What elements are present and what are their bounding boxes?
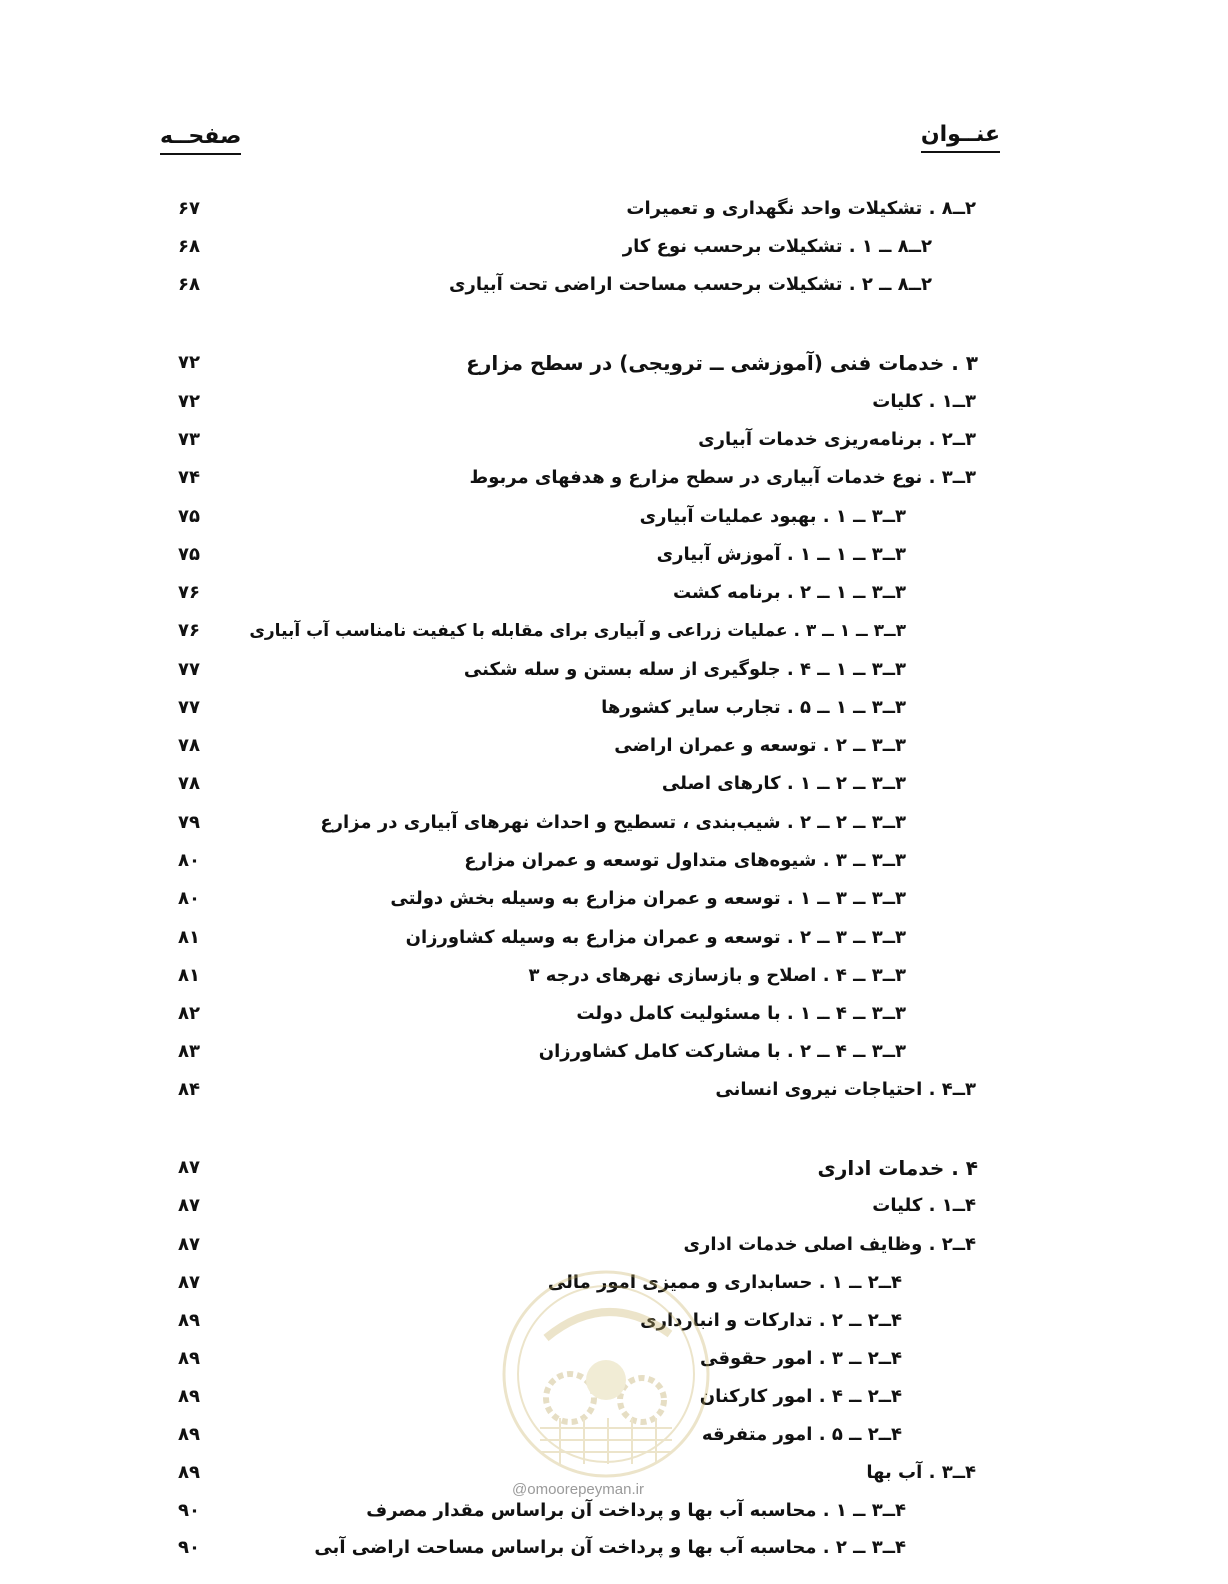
toc-entry-title: ۳ــ۴ . احتیاجات نیروی انسانی xyxy=(715,1079,976,1100)
toc-entry-page: ۸۳ xyxy=(178,1041,200,1062)
toc-row[interactable] xyxy=(0,191,1228,227)
toc-entry-page: ۷۴ xyxy=(178,467,200,488)
toc-entry-page: ۷۷ xyxy=(178,659,200,680)
toc-entry-title: ۳ــ۳ ــ ۱ ــ ۵ . تجارب سایر کشورها xyxy=(601,697,906,718)
toc-entry-title: ۲ــ۸ ــ ۱ . تشکیلات برحسب نوع کار xyxy=(622,236,932,257)
toc-entry-page: ۸۹ xyxy=(178,1348,200,1369)
toc-entry-title: ۳ــ۳ ــ ۱ ــ ۳ . عملیات زراعی و آبیاری برای مقابله با کیفیت نامناسب آب آبیاری xyxy=(249,621,906,641)
toc-row[interactable] xyxy=(0,690,1228,726)
toc-row[interactable] xyxy=(0,613,1228,649)
toc-entry-page: ۷۵ xyxy=(178,544,200,565)
toc-entry-title: ۴ــ۲ . وظایف اصلی خدمات اداری xyxy=(683,1234,976,1255)
toc-entry-title: ۲ــ۸ ــ ۲ . تشکیلات برحسب مساحت اراضی تحت آبیاری xyxy=(448,274,932,295)
toc-entry-title: ۳ــ۳ ــ ۲ . توسعه و عمران اراضی xyxy=(614,735,906,756)
toc-entry-page: ۷۲ xyxy=(178,391,200,412)
toc-entry-title: ۳ــ۳ ــ ۳ . شیوه‌های متداول توسعه و عمران مزارع xyxy=(464,850,906,871)
toc-entry-title: ۳ــ۳ ــ ۴ . اصلاح و بازسازی نهرهای درجه ۳ xyxy=(528,965,906,986)
toc-row[interactable] xyxy=(0,728,1228,764)
toc-entry-title: ۴ــ۳ ــ ۱ . محاسبه آب بها و پرداخت آن براساس مقدار مصرف xyxy=(366,1500,906,1521)
watermark-seal xyxy=(500,1268,712,1480)
toc-entry-page: ۷۹ xyxy=(178,812,200,833)
toc-row[interactable] xyxy=(0,422,1228,458)
toc-entry-page: ۷۵ xyxy=(178,506,200,527)
toc-entry-title: ۴ــ۲ ــ ۵ . امور متفرقه xyxy=(701,1424,902,1445)
toc-row[interactable] xyxy=(0,345,1228,381)
title-column-heading: عنــوان xyxy=(921,122,1000,153)
toc-entry-title: ۳ــ۳ . نوع خدمات آبیاری در سطح مزارع و هدفهای مربوط xyxy=(469,467,976,488)
toc-entry-page: ۸۴ xyxy=(178,1079,200,1100)
toc-entry-title: ۳ــ۳ ــ ۴ ــ ۱ . با مسئولیت کامل دولت xyxy=(576,1003,906,1024)
toc-entry-page: ۶۸ xyxy=(178,274,200,295)
toc-entry-title: ۴ــ۲ ــ ۳ . امور حقوقی xyxy=(700,1348,902,1369)
toc-entry-page: ۸۹ xyxy=(178,1386,200,1407)
toc-row[interactable] xyxy=(0,575,1228,611)
toc-entry-page: ۷۶ xyxy=(178,582,200,603)
toc-entry-page: ۸۹ xyxy=(178,1462,200,1483)
toc-row[interactable] xyxy=(0,229,1228,265)
toc-entry-page: ۸۷ xyxy=(178,1272,200,1293)
toc-row[interactable] xyxy=(0,1188,1228,1224)
toc-entry-page: ۶۷ xyxy=(178,198,200,219)
toc-entry-page: ۷۸ xyxy=(178,773,200,794)
toc-section-title: ۴ . خدمات اداری xyxy=(817,1156,978,1180)
toc-entry-title: ۳ــ۳ ــ ۱ ــ ۴ . جلوگیری از سله بستن و سله شکنی xyxy=(463,659,906,680)
toc-row[interactable] xyxy=(0,766,1228,802)
toc-entry-page: ۸۹ xyxy=(178,1310,200,1331)
toc-row[interactable] xyxy=(0,920,1228,956)
toc-entry-page: ۸۷ xyxy=(178,1195,200,1216)
toc-entry-title: ۴ــ۲ ــ ۴ . امور کارکنان xyxy=(699,1386,902,1407)
toc-row[interactable] xyxy=(0,652,1228,688)
toc-row[interactable] xyxy=(0,460,1228,496)
toc-row[interactable] xyxy=(0,843,1228,879)
toc-entry-title: ۳ــ۳ ــ ۳ ــ ۲ . توسعه و عمران مزارع به وسیله کشاورزان xyxy=(405,927,906,948)
page-column-heading: صفحــه xyxy=(160,124,241,155)
toc-entry-page: ۷۶ xyxy=(178,620,200,641)
toc-entry-page: ۸۷ xyxy=(178,1157,200,1178)
toc-entry-page: ۸۷ xyxy=(178,1234,200,1255)
toc-entry-page: ۸۲ xyxy=(178,1003,200,1024)
toc-entry-page: ۷۷ xyxy=(178,697,200,718)
toc-row[interactable] xyxy=(0,1150,1228,1186)
toc-row[interactable] xyxy=(0,384,1228,420)
toc-entry-page: ۷۳ xyxy=(178,429,200,450)
toc-entry-page: ۸۱ xyxy=(178,965,200,986)
toc-entry-title: ۲ــ۸ . تشکیلات واحد نگهداری و تعمیرات xyxy=(626,198,976,219)
toc-row[interactable] xyxy=(0,1493,1228,1529)
toc-entry-title: ۳ــ۳ ــ ۲ ــ ۱ . کارهای اصلی xyxy=(661,773,906,794)
toc-row[interactable] xyxy=(0,1072,1228,1108)
toc-entry-title: ۳ــ۳ ــ ۱ ــ ۲ . برنامه کشت xyxy=(672,582,906,603)
toc-entry-title: ۳ــ۳ ــ ۲ ــ ۲ . شیب‌بندی ، تسطیح و احداث نهرهای آبیاری در مزارع xyxy=(320,812,906,833)
toc-entry-page: ۹۰ xyxy=(178,1500,200,1521)
toc-entry-page: ۶۸ xyxy=(178,236,200,257)
toc-section-title: ۳ . خدمات فنی (آموزشی ــ ترویجی) در سطح مزارع xyxy=(466,351,978,375)
toc-entry-page: ۸۰ xyxy=(178,850,200,871)
toc-entry-page: ۸۰ xyxy=(178,888,200,909)
toc-entry-title: ۳ــ۳ ــ ۳ ــ ۱ . توسعه و عمران مزارع به وسیله بخش دولتی xyxy=(390,888,906,909)
toc-row[interactable] xyxy=(0,267,1228,303)
toc-row[interactable] xyxy=(0,881,1228,917)
toc-entry-title: ۴ــ۳ . آب بها xyxy=(866,1462,976,1483)
toc-entry-page: ۷۲ xyxy=(178,352,200,373)
toc-entry-title: ۴ــ۲ ــ ۱ . حسابداری و ممیزی امور مالی xyxy=(547,1272,902,1293)
toc-entry-page: ۸۹ xyxy=(178,1424,200,1445)
toc-entry-page: ۸۱ xyxy=(178,927,200,948)
toc-row[interactable] xyxy=(0,1227,1228,1263)
toc-entry-title: ۴ــ۱ . کلیات xyxy=(872,1195,976,1216)
toc-row[interactable] xyxy=(0,958,1228,994)
toc-row[interactable] xyxy=(0,1530,1228,1566)
toc-entry-title: ۴ــ۳ ــ ۲ . محاسبه آب بها و پرداخت آن براساس مساحت اراضی آبی xyxy=(314,1537,906,1558)
toc-entry-page: ۷۸ xyxy=(178,735,200,756)
toc-entry-title: ۳ــ۱ . کلیات xyxy=(872,391,976,412)
toc-entry-title: ۳ــ۳ ــ ۱ ــ ۱ . آموزش آبیاری xyxy=(656,544,906,565)
toc-entry-title: ۴ــ۲ ــ ۲ . تدارکات و انبارداری xyxy=(640,1310,902,1331)
toc-row[interactable] xyxy=(0,499,1228,535)
toc-entry-title: ۳ــ۲ . برنامه‌ریزی خدمات آبیاری xyxy=(698,429,976,450)
toc-entry-title: ۳ــ۳ ــ ۱ . بهبود عملیات آبیاری xyxy=(639,506,906,527)
toc-row[interactable] xyxy=(0,1034,1228,1070)
toc-entry-title: ۳ــ۳ ــ ۴ ــ ۲ . با مشارکت کامل کشاورزان xyxy=(538,1041,906,1062)
toc-row[interactable] xyxy=(0,537,1228,573)
toc-entry-page: ۹۰ xyxy=(178,1537,200,1558)
toc-row[interactable] xyxy=(0,805,1228,841)
toc-row[interactable] xyxy=(0,996,1228,1032)
watermark-site: @omoorepeyman.ir xyxy=(512,1481,644,1498)
